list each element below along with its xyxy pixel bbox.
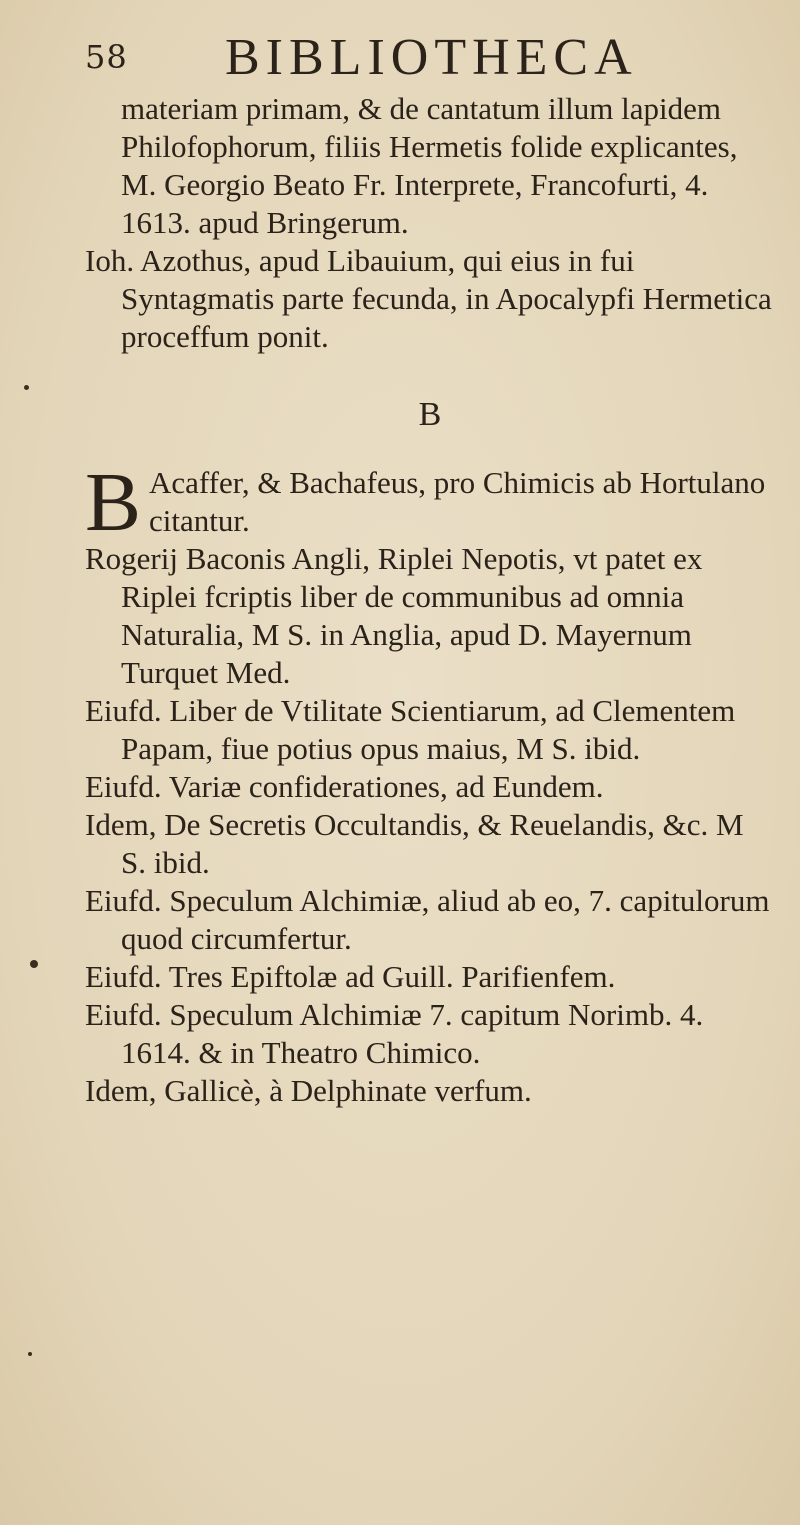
section-letter: B [418, 396, 442, 433]
ink-speck [28, 1352, 32, 1356]
page-header [85, 28, 765, 88]
drop-capital: B [85, 456, 142, 549]
running-title: BIBLIOTHECA [225, 29, 638, 86]
paragraph-continued: materiam primam, & de cantatum illum lapidem Philofophorum, filiis Hermetis folide explicantes, M. Georgio Beato Fr. Interprete, Francofurti, 4. 1613. apud Bringerum. [121, 91, 738, 240]
paragraph-entry: Eiufd. Liber de Vtilitate Scientiarum, ad Clementem Papam, fiue potius opus maius, M S. ibid. [85, 693, 736, 766]
ink-speck [30, 960, 38, 968]
paragraph-entry: Rogerij Baconis Angli, Riplei Nepotis, vt patet ex Riplei fcriptis liber de communibus ad omnia Naturalia, M S. in Anglia, apud D. Mayernum Turquet Med. [85, 541, 703, 690]
paragraph-entry: Eiufd. Variæ confiderationes, ad Eundem. [85, 769, 604, 804]
paragraph-entry: Eiufd. Speculum Alchimiæ, aliud ab eo, 7. capitulorum quod circumfertur. [85, 883, 770, 956]
paragraph-entry: Eiufd. Speculum Alchimiæ 7. capitum Norimb. 4. 1614. & in Theatro Chimico. [85, 997, 704, 1070]
paragraph-entry: Idem, De Secretis Occultandis, & Reuelandis, &c. M S. ibid. [85, 807, 744, 880]
paragraph-entry: Eiufd. Tres Epiftolæ ad Guill. Parifienfem. [85, 959, 616, 994]
paragraph-entry: Idem, Gallicè, à Delphinate verfum. [85, 1073, 532, 1108]
paragraph-initial-text: Acaffer, & Bachafeus, pro Chimicis ab Hortulano citantur. [149, 465, 766, 538]
paragraph-azothus: Ioh. Azothus, apud Libauium, qui eius in fui Syntagmatis parte fecunda, in Apocalypfi Hermetica proceffum ponit. [85, 243, 772, 354]
paragraph-initial [85, 456, 775, 549]
body-text [85, 90, 775, 1110]
page-number: 58 [85, 38, 128, 76]
ink-speck [24, 385, 29, 390]
